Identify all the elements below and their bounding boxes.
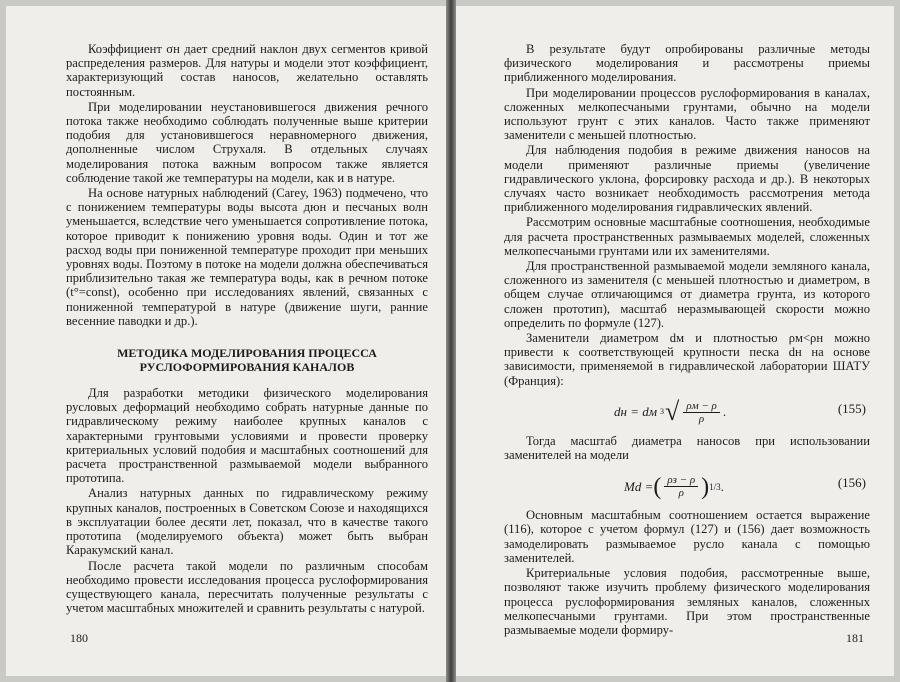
section-heading [66, 346, 428, 374]
fraction-numerator: ρз − ρ [664, 474, 698, 487]
paragraph: На основе натурных наблюдений (Carey, 1963) подмечено, что с понижением температуры воды высота дюн и песчаных волн уменьшается, вследствие чего уменьшается сопротивление потока, которое приводит к понижению уровня воды. Один и тот же расход воды при пониженной температуре проходит при меньших уровнях воды. Поэтому в потоке на модели должна обеспечиваться приблизительно такая же температура воды, как в речном потоке (t°=const), особенно при исследованиях явлений, связанных с пониженной температурой в натуре (движение шуги, ранние весенние паводки и др.). [66, 186, 428, 328]
fraction-denominator: ρ [698, 412, 705, 425]
fraction [683, 400, 720, 425]
root-index: 3 [660, 407, 665, 417]
fraction [664, 474, 698, 499]
paragraph: В результате будут опробированы различные методы физического моделирования и рассмотрены приемы приближенного моделирования. [504, 42, 870, 85]
heading-line-1: МЕТОДИКА МОДЕЛИРОВАНИЯ ПРОЦЕССА [117, 346, 377, 361]
left-text-column [66, 42, 428, 615]
book-gutter [446, 0, 456, 682]
formula-155: dн = dм 3 √ $\frac{\rho м - \rho}{\rho}$ . (155) [614, 397, 866, 427]
paragraph: При моделировании процессов руслоформирования в каналах, сложенных мелкопесчаными грунтами, обычно на модели используют грунт с этих каналов. Часто также применяют заменители с меньшей плотностью. [504, 85, 870, 143]
paragraph: Критериальные условия подобия, рассмотренные выше, позволяют также изучить проблему физического моделирования процесса руслоформирования земляных каналов, сложенных мелкопесчаными грунтами. При этом пространственные размываемые модели формиру- [504, 566, 870, 637]
fraction-numerator: ρм − ρ [683, 400, 720, 413]
paragraph: Для пространственной размываемой модели земляного канала, сложенного из заменителя (с меньшей плотностью и диаметром, в общем случае отличающимся от диаметра грунта, из которого сложен прототип), масштаб неразмывающей скорости можно определить по формуле (127). [504, 259, 870, 330]
paragraph: После расчета такой модели по различным способам необходимо провести исследования процесса руслоформирования существующего канала, пересчитать полученные результаты с учетом масштабных множителей и сравнить результаты с натурой. [66, 558, 428, 616]
equation-number: (155) [837, 400, 866, 416]
paragraph: Анализ натурных данных по гидравлическому режиму крупных каналов, построенных в Советском Союзе и находящихся в эксплуатации более десяти лет, показал, что в качестве такого прототипа (моделируемого объекта) может быть выбран Каракумский канал. [66, 486, 428, 558]
right-page [456, 6, 894, 676]
formula-lhs: Md = [624, 478, 654, 494]
paragraph: Для разработки методики физического моделирования русловых деформаций необходимо собрать натурные данные по гидравлическому режиму наиболее крупных каналов с характерными грунтовыми условиями и провести проверку критериальных условий подобия и масштабных соотношений для расчета пространственной размываемой модели выбранного прототипа. [66, 386, 428, 486]
right-text-column [504, 42, 870, 637]
equation-number: (156) [837, 475, 866, 491]
paragraph: Основным масштабным соотношением остается выражение (116), которое с учетом формул (127) и (156) дает возможность замоделировать размываемое русло канала с помощью заменителей. [504, 508, 870, 565]
fraction-denominator: ρ [678, 487, 684, 500]
left-paren-icon: ( [653, 473, 662, 500]
paragraph: Коэффициент σн дает средний наклон двух сегментов кривой распределения размеров. Для натуры и модели этот коэффициент, характеризующий состав наносов, желательно оставлять постоянным. [66, 42, 428, 99]
paragraph: Для наблюдения подобия в режиме движения наносов на модели применяют различные приемы (увеличение гидравлического уклона, форсировку расхода и др.). В некоторых случаях часто возникает необходимость рассмотрения метода приближенного моделирования гидравлических явлений. [504, 143, 870, 215]
exponent: 1/3 [709, 481, 721, 492]
left-page [6, 6, 446, 676]
page-number: 181 [846, 631, 864, 645]
page-number: 180 [70, 631, 88, 645]
right-paren-icon: ) [701, 473, 710, 500]
paragraph: Заменители диаметром dм и плотностью ρм<ρн можно привести к соответствующей крупности песка dн на основе зависимости, применяемой в гидравлической лаборатории ШАТУ (Франция): [504, 331, 870, 388]
paragraph: Тогда масштаб диаметра наносов при использовании заменителей на модели [504, 433, 870, 463]
formula-156: Md = ( $\frac{\rho з - \rho}{\rho}$ ) 1/3 . (156) [624, 473, 866, 500]
paragraph: При моделировании неустановившегося движения речного потока также необходимо соблюдать полученные выше критерии подобия для установившегося неравномерного движения, дополненные числом Струхаля. В отдельных случаях моделирования потока важным вопросом также является соблюдение такой же температуры на модели, как и в натуре. [66, 99, 428, 185]
heading-line-2: РУСЛОФОРМИРОВАНИЯ КАНАЛОВ [139, 360, 355, 375]
paragraph: Рассмотрим основные масштабные соотношения, необходимые для расчета пространственных размываемых моделей, сложенных мелкопесчаными грунтами или их заменителями. [504, 215, 870, 258]
formula-lhs: dн = dм [614, 404, 658, 420]
radical-icon: √ [665, 397, 680, 427]
